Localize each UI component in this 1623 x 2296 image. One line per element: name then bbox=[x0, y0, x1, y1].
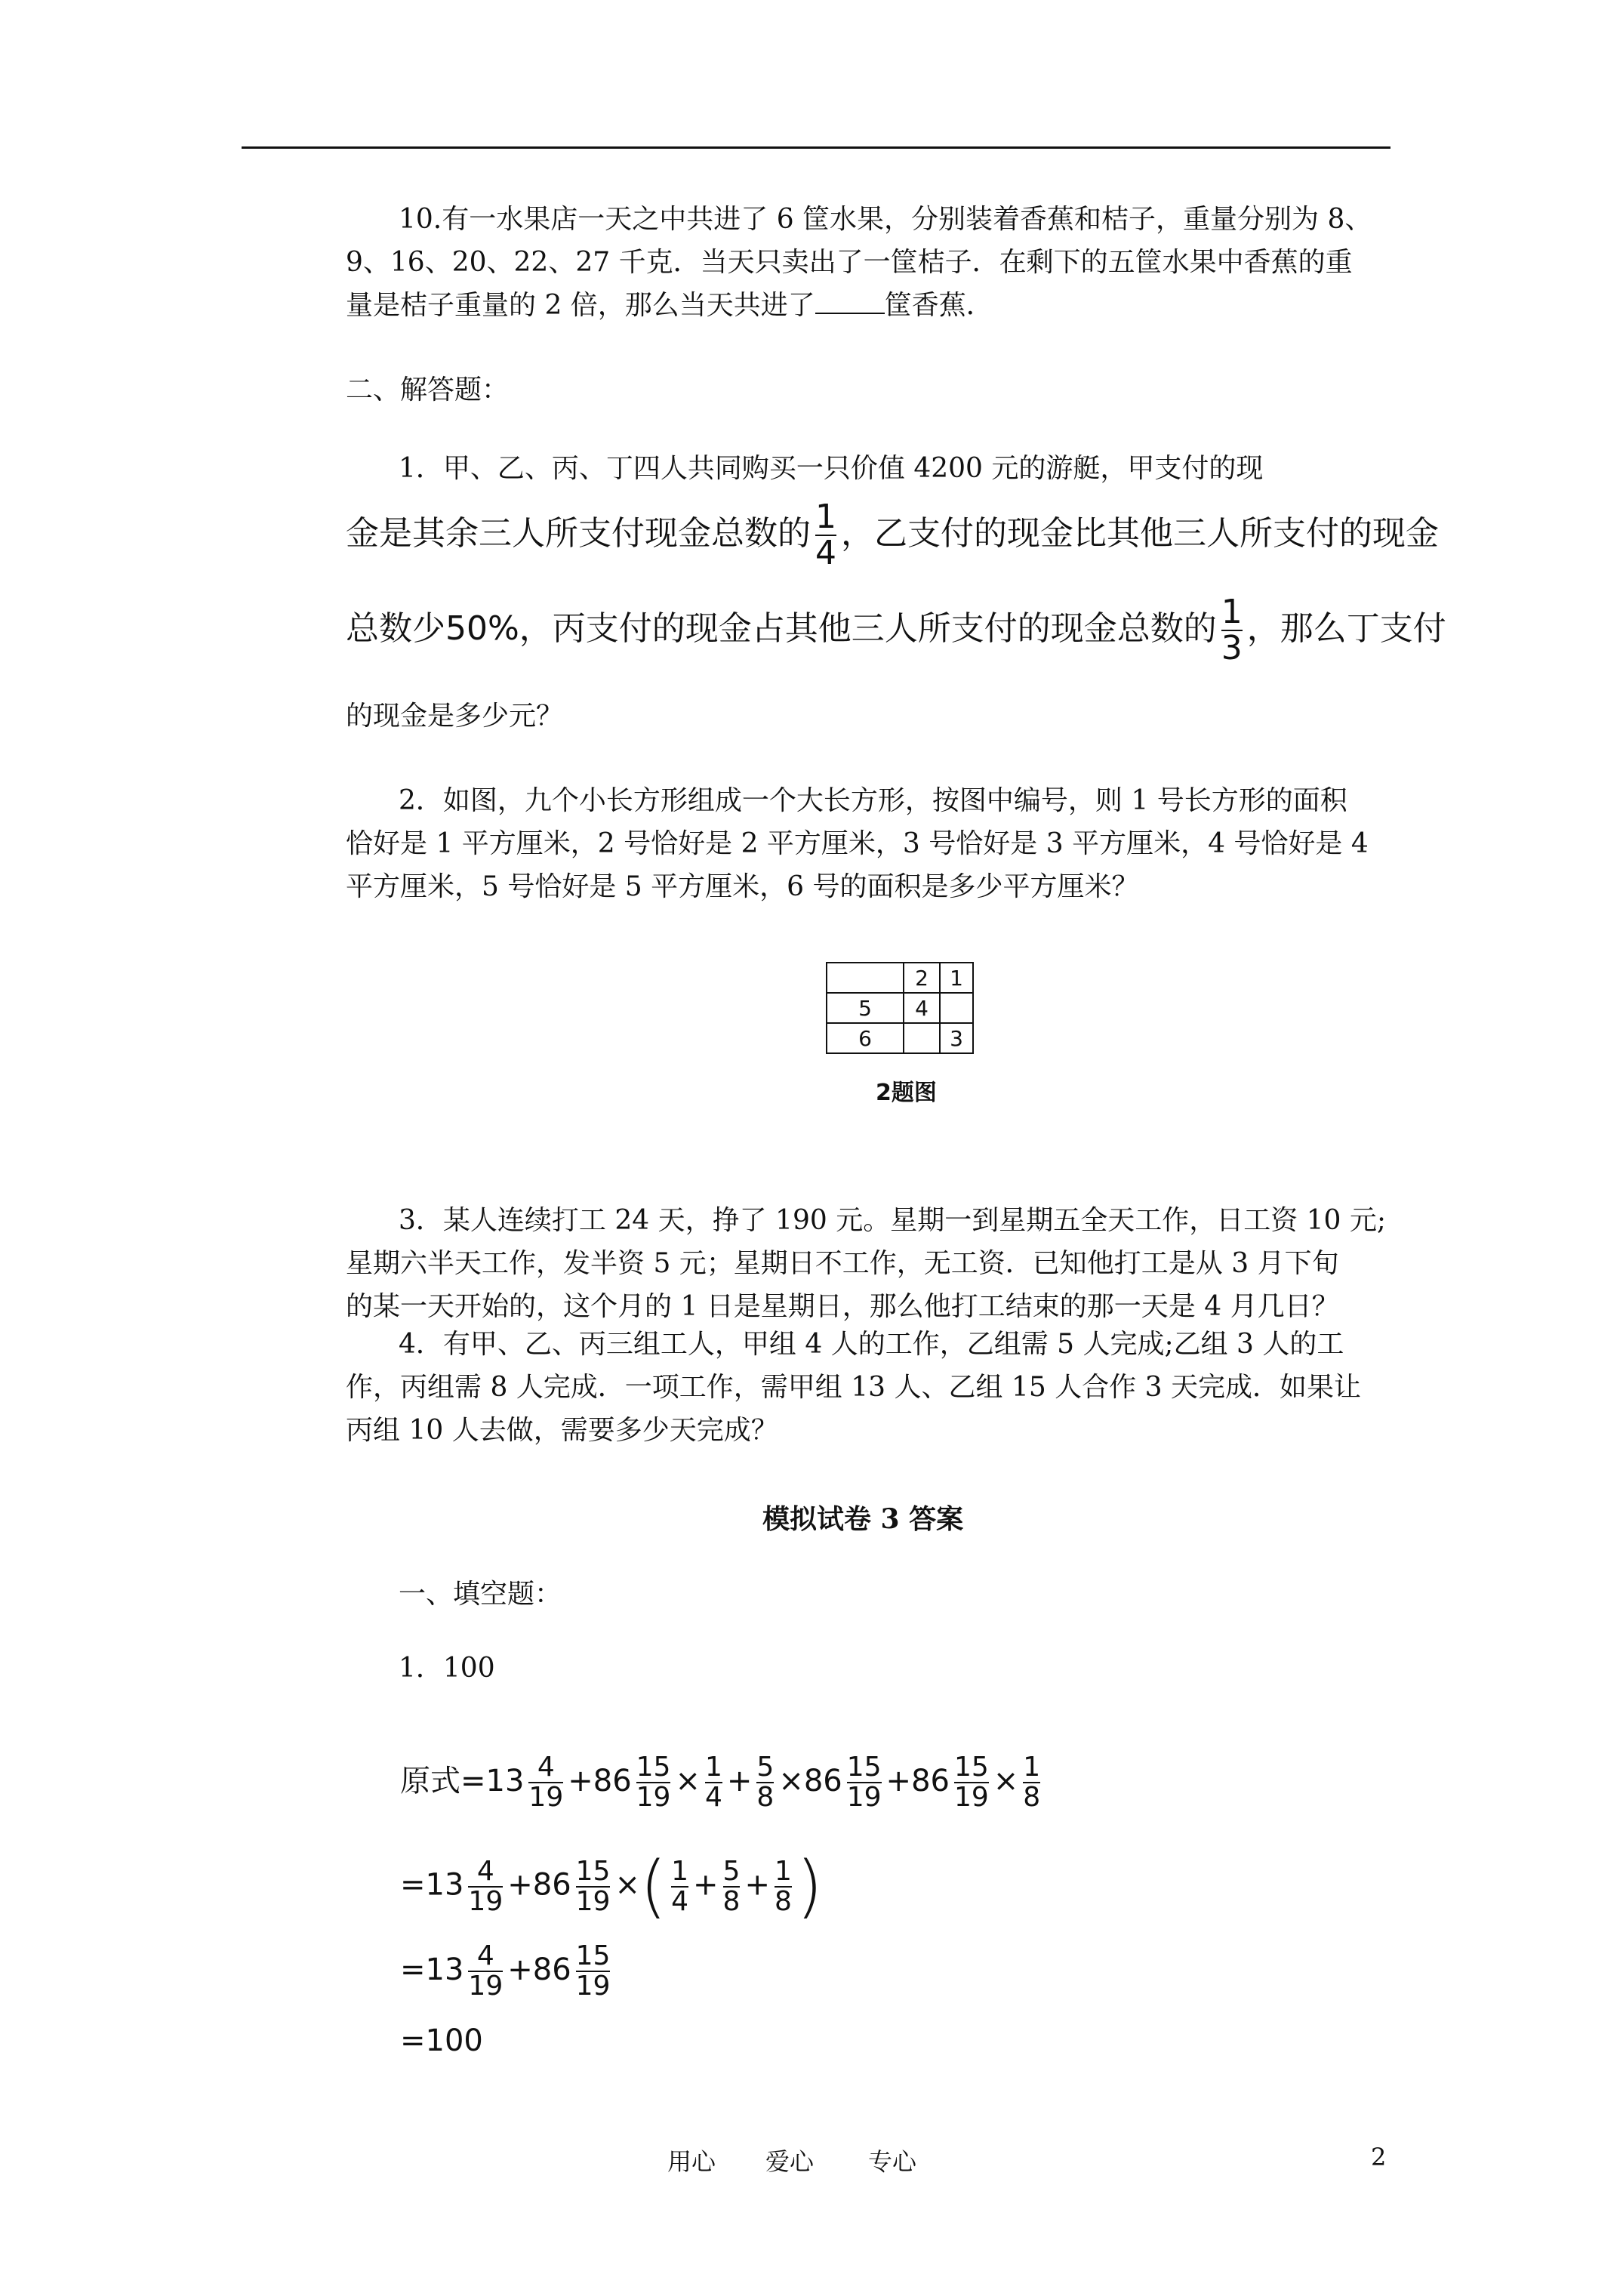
math-num: 1 bbox=[774, 1855, 792, 1887]
math-whole: 13 bbox=[485, 1763, 525, 1798]
math-den: 19 bbox=[575, 1885, 611, 1917]
math-den: 19 bbox=[468, 1970, 504, 2002]
math-frac bbox=[1023, 1753, 1040, 1812]
question-a1-line3 bbox=[346, 595, 1446, 666]
question-a4 bbox=[346, 1323, 1418, 1452]
answer-blank bbox=[815, 287, 885, 314]
frac1-den: 4 bbox=[815, 534, 836, 573]
math-den: 8 bbox=[722, 1885, 741, 1917]
math-op: + bbox=[693, 1867, 719, 1903]
grid-row-2 bbox=[827, 993, 973, 1023]
math-frac bbox=[756, 1753, 774, 1812]
math-op: + bbox=[726, 1763, 753, 1798]
math-whole: 13 bbox=[425, 1952, 464, 1987]
math-frac bbox=[468, 1942, 503, 2001]
math-op: × bbox=[614, 1867, 640, 1903]
grid-cell bbox=[940, 993, 973, 1023]
math-whole: 86 bbox=[532, 1867, 571, 1903]
grid-cell: 5 bbox=[827, 993, 904, 1023]
math-line-1 bbox=[400, 1753, 1045, 1812]
math-frac bbox=[847, 1753, 882, 1812]
math-den: 8 bbox=[774, 1885, 792, 1917]
math-op: + bbox=[568, 1763, 593, 1798]
grid-cell: 1 bbox=[940, 963, 973, 993]
math-num: 5 bbox=[722, 1855, 741, 1887]
grid-cell: 4 bbox=[904, 993, 940, 1023]
math-num: 1 bbox=[671, 1855, 689, 1887]
answer-1: 1．100 bbox=[399, 1653, 495, 1684]
a1-line1: 1．甲、乙、丙、丁四人共同购买一只价值 4200 元的游艇，甲支付的现 bbox=[399, 453, 1264, 484]
footer-text-a: 用心 bbox=[667, 2147, 716, 2176]
grid-cell: 3 bbox=[940, 1023, 973, 1053]
fraction-one-third bbox=[1221, 595, 1243, 666]
math-frac bbox=[775, 1857, 792, 1916]
math-op: + bbox=[507, 1867, 533, 1903]
math-eq: = bbox=[400, 1867, 426, 1903]
math-den: 19 bbox=[953, 1781, 989, 1813]
math-whole: 86 bbox=[532, 1952, 571, 1987]
math-eq: = bbox=[400, 1952, 426, 1987]
section2-heading: 二、解答题： bbox=[346, 374, 510, 405]
math-whole: 86 bbox=[911, 1763, 950, 1798]
math-op: + bbox=[507, 1952, 533, 1987]
math-num: 4 bbox=[476, 1940, 494, 1971]
math-frac bbox=[468, 1857, 503, 1916]
frac2-den: 3 bbox=[1221, 629, 1243, 668]
a3-line1: 3．某人连续打工 24 天，挣了 190 元。星期一到星期五全天工作，日工资 10 元; bbox=[399, 1205, 1387, 1236]
math-frac bbox=[954, 1753, 989, 1812]
math-frac bbox=[576, 1857, 611, 1916]
q10-line2: 9、16、20、22、27 千克．当天只卖出了一筐桔子．在剩下的五筐水果中香蕉的重 bbox=[346, 247, 1353, 278]
math-num: 15 bbox=[953, 1752, 989, 1783]
question-a2 bbox=[346, 779, 1418, 908]
math-eq: = bbox=[460, 1763, 486, 1798]
a4-line2: 作，丙组需 8 人完成．一项工作，需甲组 13 人、乙组 15 人合作 3 天完成．如果让 bbox=[346, 1372, 1361, 1403]
q10-line3 bbox=[346, 284, 1418, 327]
a2-line3: 平方厘米，5 号恰好是 5 平方厘米，6 号的面积是多少平方厘米？ bbox=[346, 871, 1139, 902]
math-den: 19 bbox=[575, 1970, 611, 2002]
a3-line3: 的某一天开始的，这个月的 1 日是星期日，那么他打工结束的那一天是 4 月几日？ bbox=[346, 1291, 1339, 1322]
a1-line2-a: 金是其余三人所支付现金总数的 bbox=[346, 514, 811, 553]
math-line-3 bbox=[400, 1942, 614, 2001]
math-label: 原式 bbox=[400, 1763, 460, 1798]
fraction-one-quarter bbox=[815, 500, 836, 571]
math-num: 15 bbox=[575, 1940, 611, 1971]
q10-line3-b: 筐香蕉． bbox=[884, 290, 993, 321]
math-frac bbox=[576, 1942, 611, 2001]
right-paren: ) bbox=[796, 1847, 823, 1926]
rectangle-grid bbox=[826, 962, 974, 1054]
math-num: 15 bbox=[575, 1855, 611, 1887]
footer-text-c: 专心 bbox=[868, 2147, 917, 2176]
math-den: 19 bbox=[636, 1781, 671, 1813]
grid-row-3 bbox=[827, 1023, 973, 1053]
frac2-num: 1 bbox=[1221, 593, 1243, 631]
math-frac bbox=[528, 1753, 563, 1812]
math-num: 1 bbox=[704, 1752, 722, 1783]
math-op: × bbox=[778, 1763, 804, 1798]
grid-cell: 2 bbox=[904, 963, 940, 993]
a3-line2: 星期六半天工作，发半资 5 元；星期日不工作，无工资．已知他打工是从 3 月下旬 bbox=[346, 1248, 1339, 1279]
a1-line3-b: ，那么丁支付 bbox=[1246, 609, 1446, 649]
math-den: 4 bbox=[671, 1885, 689, 1917]
math-op: + bbox=[744, 1867, 770, 1903]
math-num: 4 bbox=[476, 1855, 494, 1887]
math-den: 19 bbox=[846, 1781, 882, 1813]
math-line-4: =100 bbox=[400, 2023, 483, 2058]
math-frac bbox=[636, 1753, 671, 1812]
question-a3 bbox=[346, 1199, 1418, 1328]
math-whole: 86 bbox=[593, 1763, 632, 1798]
math-num: 1 bbox=[1023, 1752, 1041, 1783]
grid-row-1 bbox=[827, 963, 973, 993]
rectangle-figure bbox=[826, 962, 974, 1054]
math-line-2 bbox=[400, 1847, 823, 1926]
question-a1-line1 bbox=[346, 447, 1418, 490]
math-num: 15 bbox=[846, 1752, 882, 1783]
math-whole: 13 bbox=[425, 1867, 464, 1903]
grid-cell bbox=[904, 1023, 940, 1053]
footer-text-b: 爱心 bbox=[765, 2147, 815, 2176]
math-den: 8 bbox=[1023, 1781, 1041, 1813]
math-frac bbox=[671, 1857, 688, 1916]
a1-line2-b: ，乙支付的现金比其他三人所支付的现金 bbox=[841, 514, 1439, 553]
math-den: 19 bbox=[528, 1781, 564, 1813]
left-paren: ( bbox=[639, 1847, 667, 1926]
a2-line2: 恰好是 1 平方厘米，2 号恰好是 2 平方厘米，3 号恰好是 3 平方厘米，4 号恰好是 4 bbox=[346, 828, 1369, 859]
a4-line3: 丙组 10 人去做，需要多少天完成？ bbox=[346, 1415, 778, 1446]
grid-cell bbox=[827, 963, 904, 993]
q10-line1: 10.有一水果店一天之中共进了 6 筐水果，分别装着香蕉和桔子，重量分别为 8、 bbox=[399, 204, 1372, 235]
a2-line1: 2．如图，九个小长方形组成一个大长方形，按图中编号，则 1 号长方形的面积 bbox=[399, 785, 1347, 816]
math-den: 19 bbox=[468, 1885, 504, 1917]
figure-caption: 2题图 bbox=[876, 1080, 937, 1106]
math-num: 15 bbox=[636, 1752, 671, 1783]
math-den: 4 bbox=[704, 1781, 722, 1813]
a1-line4: 的现金是多少元？ bbox=[346, 701, 564, 732]
math-frac bbox=[705, 1753, 722, 1812]
math-op: × bbox=[675, 1763, 701, 1798]
header-rule bbox=[242, 146, 1390, 149]
a4-line1: 4．有甲、乙、丙三组工人，甲组 4 人的工作，乙组需 5 人完成;乙组 3 人的工 bbox=[399, 1329, 1344, 1360]
frac1-num: 1 bbox=[815, 498, 836, 536]
answers-section1: 一、填空题： bbox=[399, 1579, 562, 1610]
math-frac bbox=[723, 1857, 741, 1916]
math-whole: 86 bbox=[803, 1763, 842, 1798]
q10-line3-a: 量是桔子重量的 2 倍，那么当天共进了 bbox=[346, 290, 815, 321]
page-number: 2 bbox=[1371, 2143, 1387, 2171]
question-a1-line2 bbox=[346, 500, 1439, 571]
math-num: 4 bbox=[537, 1752, 555, 1783]
math-num: 5 bbox=[756, 1752, 775, 1783]
math-den: 8 bbox=[756, 1781, 775, 1813]
question-a1-line4 bbox=[346, 695, 1418, 738]
grid-cell: 6 bbox=[827, 1023, 904, 1053]
a1-line3-a: 总数少50%，丙支付的现金占其他三人所支付的现金总数的 bbox=[346, 609, 1217, 649]
math-op: + bbox=[885, 1763, 912, 1798]
math-op: × bbox=[993, 1763, 1019, 1798]
question-10 bbox=[346, 198, 1418, 327]
answers-title: 模拟试卷 3 答案 bbox=[762, 1503, 964, 1535]
